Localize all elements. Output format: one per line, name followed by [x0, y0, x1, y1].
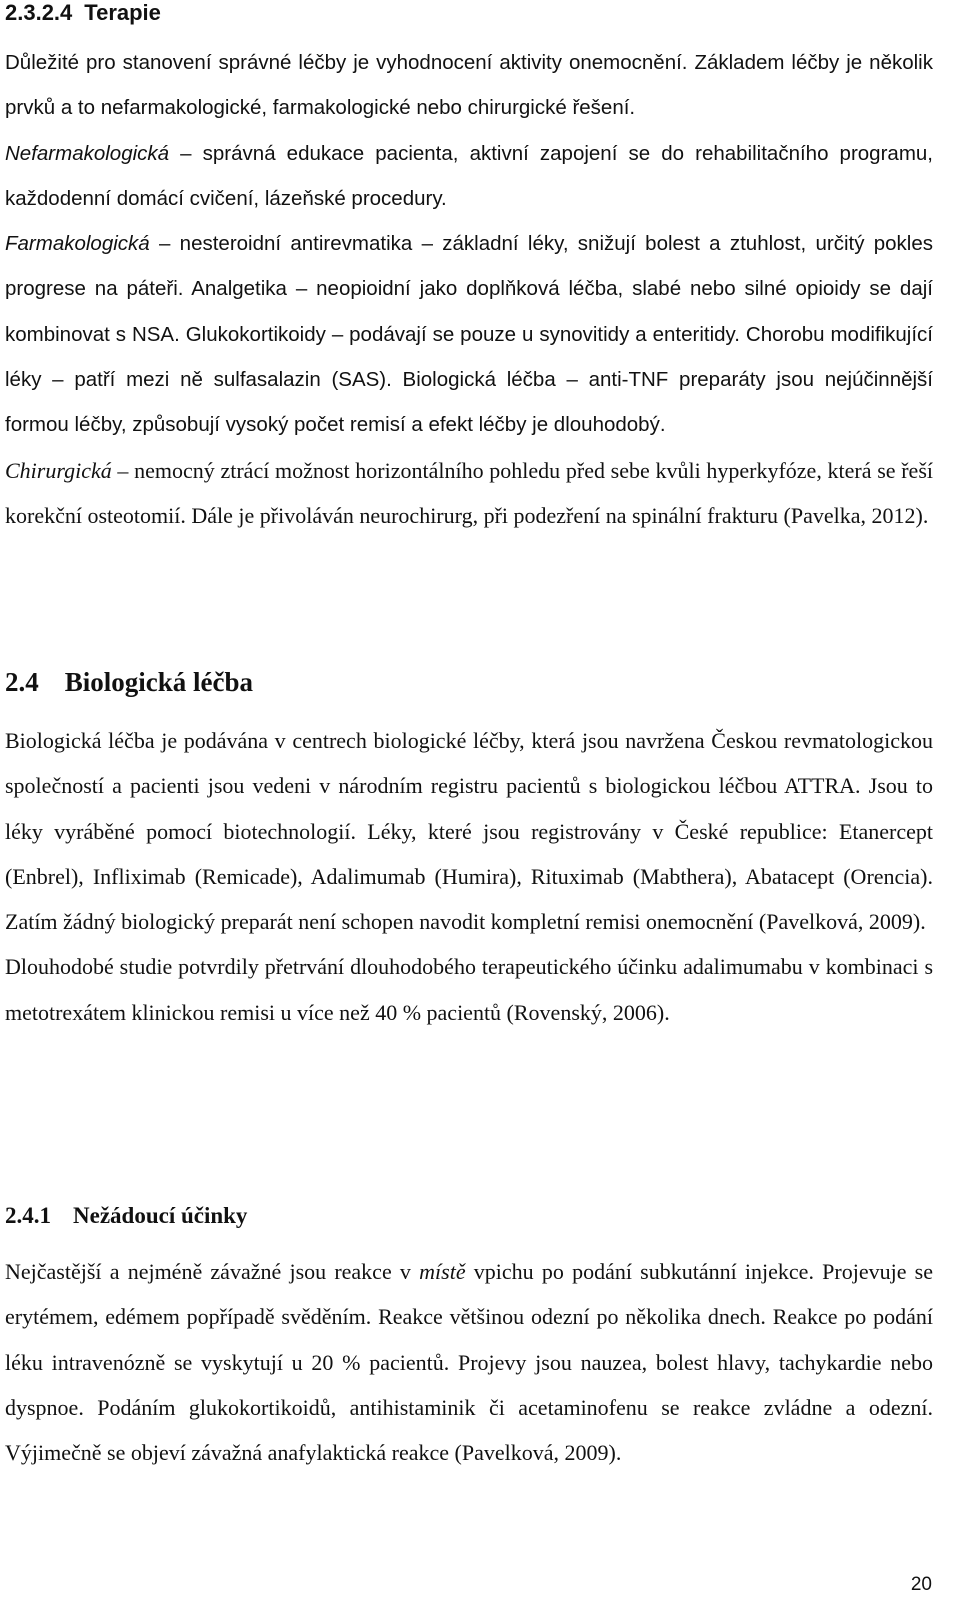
lead-term: Chirurgická [5, 457, 112, 483]
lead-term: Nefarmakologická [5, 141, 170, 165]
section-title: Terapie [84, 0, 161, 25]
paragraph-biological-treatment: Biologická léčba je podávána v centrech biologické léčby, která jsou navržena Českou revmatologickou společností a pacienti jsou vedeni v národním registru pacientů s biologickou léčbou ATTRA. Jsou to léky vyráběné pomocí biotechnologií. Léky, které jsou registrovány v České republice: Etanercept (Enbrel), Infliximab (Remicade), Adalimumab (Humira), Rituximab (Mabthera), Abatacept (Orencia). Zatím žádný biologický preparát není schopen navodit kompletní remisi onemocnění (Pavelková, 2009). [5, 728, 933, 935]
section-number: 2.4.1 [5, 1203, 51, 1228]
lead-term: Farmakologická [5, 232, 150, 256]
section-heading-nezadouci-ucinky [5, 1202, 247, 1230]
paragraph-text: vpichu po podání subkutánní injekce. Projevuje se erytémem, edémem popřípadě svěděním. Reakce většinou odezní po několika dnech. Reakce po podání léku intravenózně se vyskytují u 20 % pacientů. Projevy jsou nauzea, bolest hlavy, tachykardie nebo dyspnoe. Podáním glukokortikoidů, antihistaminik či acetaminofenu se reakce zvládne a odezní. Výjimečně se objeví závažná anafylaktická reakce (Pavelková, 2009). [5, 1259, 934, 1466]
paragraph-long-term-studies: Dlouhodobé studie potvrdily přetrvání dlouhodobého terapeutického účinku adalimumabu v kombinaci s metotrexátem klinickou remisi u více než 40 % pacientů (Rovenský, 2006). [5, 954, 933, 1025]
paragraph-surgical [5, 448, 933, 539]
section-nezadouci-ucinky-body [5, 1249, 933, 1475]
section-biologicka-lecba-body [5, 718, 933, 1035]
section-heading [5, 0, 933, 26]
paragraph-text: – nemocný ztrácí možnost horizontálního pohledu před sebe kvůli hyperkyfóze, která se řeší korekční osteotomií. Dále je přivoláván neurochirurg, při podezření na spinální frakturu (Pavelka, 2012). [5, 457, 933, 528]
section-title: Nežádoucí účinky [73, 1203, 248, 1228]
paragraph-text: – správná edukace pacienta, aktivní zapojení se do rehabilitačního programu, každodenní domácí cvičení, lázeňské procedury. [5, 141, 933, 210]
section-title: Biologická léčba [64, 667, 253, 697]
section-number: 2.3.2.4 [5, 0, 73, 25]
paragraph-nonpharmacological [5, 131, 933, 222]
paragraph-side-effects [5, 1249, 933, 1475]
paragraph-text: Nejčastější a nejméně závažné jsou reakce v [5, 1259, 420, 1284]
emphasized-word: místě [419, 1259, 466, 1284]
section-number: 2.4 [5, 667, 39, 697]
section-heading-biologicka-lecba [5, 666, 253, 698]
page-number: 20 [910, 1574, 932, 1595]
paragraph-pharmacological [5, 221, 933, 447]
section-terapie [5, 0, 933, 538]
paragraph-text: – nesteroidní antirevmatika – základní léky, snižují bolest a ztuhlost, určitý pokles progrese na páteři. Analgetika – neopioidní jako doplňková léčba, slabé nebo silné opioidy se dají kombinovat s NSA. Glukokortikoidy – podávají se pouze u synovitidy a enteritidy. Chorobu modifikující léky – patří mezi ně sulfasalazin (SAS). Biologická léčba – anti-TNF preparáty jsou nejúčinnější formou léčby, způsobují vysoký počet remisí a efekt léčby je dlouhodobý. [5, 232, 933, 437]
paragraph-intro: Důležité pro stanovení správné léčby je vyhodnocení aktivity onemocnění. Základem léčby je několik prvků a to nefarmakologické, farmakologické nebo chirurgické řešení. [5, 51, 933, 120]
